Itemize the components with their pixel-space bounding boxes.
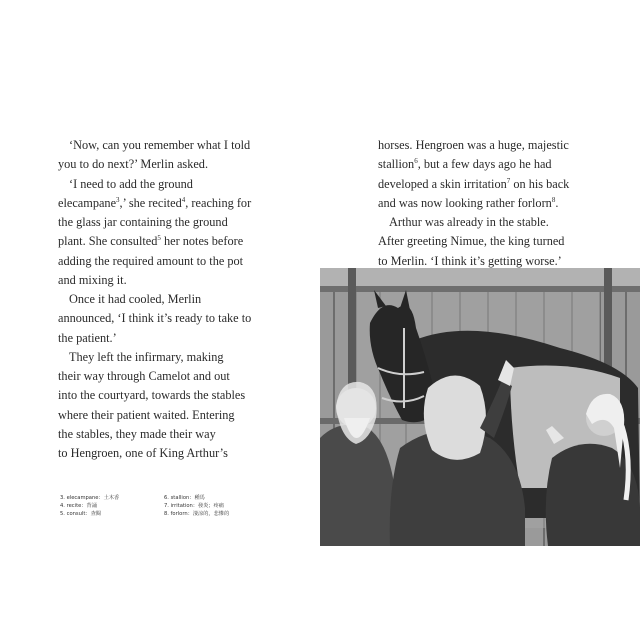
footnote-ref: 4 xyxy=(181,195,186,204)
footnote-ref: 7 xyxy=(506,176,511,185)
text-line: stallion$^6$, but a few days ago he had xyxy=(378,157,552,172)
footnotes-column-2 xyxy=(164,494,229,518)
right-body-text xyxy=(378,136,618,271)
text-line: announced, ‘I think it’s ready to take to xyxy=(58,311,252,326)
nimue-hair xyxy=(424,375,486,459)
footnote-ref: 6 xyxy=(414,157,418,166)
footnote-ref: 3 xyxy=(116,195,120,204)
text-line: where their patient waited. Entering xyxy=(58,407,235,422)
text-line: the patient.’ xyxy=(58,330,117,345)
text-line: the glass jar containing the ground xyxy=(58,215,228,229)
text-line: They left the infirmary, making xyxy=(69,349,224,364)
stable-illustration xyxy=(320,268,640,546)
text-line: into the courtyard, towards the stables xyxy=(58,388,246,403)
text-line: plant. She consulted$^5$ her notes before xyxy=(58,234,244,249)
footnote-item: 7. irritation：發炎；疼痛 xyxy=(164,503,224,509)
text-line: their way through Camelot and out xyxy=(58,369,230,383)
text-line: to Merlin. ‘I think it’s getting worse.’ xyxy=(378,253,562,268)
text-line: elecampane$^3$,’ she recited$^4$, reaching for xyxy=(58,195,252,210)
left-body-text xyxy=(58,136,278,463)
text-line: developed a skin irritation$^7$ on his back xyxy=(378,176,570,191)
text-line: and was now looking rather forlorn$^8$. xyxy=(378,195,559,210)
text-line: to Hengroen, one of King Arthur’s xyxy=(58,446,228,460)
beam xyxy=(320,286,640,292)
footnote-ref: 5 xyxy=(157,234,161,243)
text-line: ‘Now, can you remember what I told xyxy=(69,138,251,152)
text-line: the stables, they made their way xyxy=(58,426,216,441)
text-line: and mixing it. xyxy=(58,272,127,287)
text-line: After greeting Nimue, the king turned xyxy=(378,234,565,249)
footnotes-column-1 xyxy=(60,494,119,518)
text-line: adding the required amount to the pot xyxy=(58,253,244,268)
text-line: Arthur was already in the stable. xyxy=(389,215,549,229)
text-line: horses. Hengroen was a huge, majestic xyxy=(378,138,569,152)
footnote-item: 3. elecampane：土木香 xyxy=(60,495,120,501)
footnote-item: 6. stallion：種馬 xyxy=(164,495,205,501)
footnote-item: 8. forlorn：淒涼的，悲慘的 xyxy=(164,511,230,517)
beam xyxy=(320,268,640,288)
footnote-ref: 8 xyxy=(551,195,556,204)
text-line: ‘I need to add the ground xyxy=(69,176,193,191)
text-line: Once it had cooled, Merlin xyxy=(69,292,202,306)
footnote-item: 4. recite：背誦 xyxy=(60,503,97,509)
text-line: you to do next?’ Merlin asked. xyxy=(58,157,209,172)
footnote-item: 5. consult：查閱 xyxy=(60,511,101,517)
